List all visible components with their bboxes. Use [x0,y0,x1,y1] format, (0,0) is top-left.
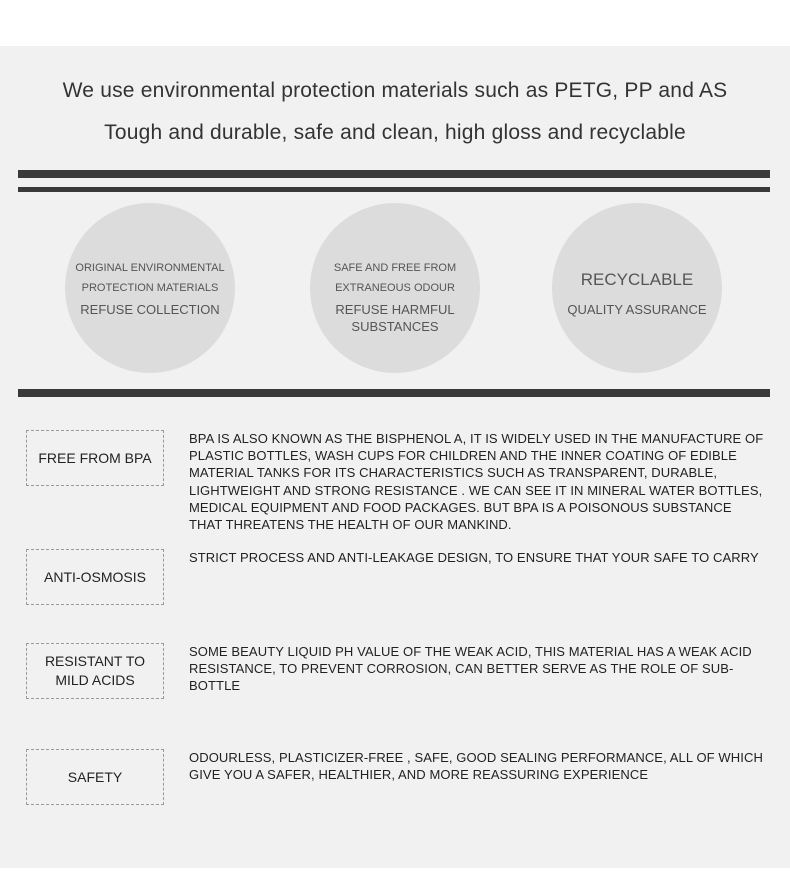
circle-text: REFUSE HARMFUL [335,302,455,317]
circle-text: EXTRANEOUS ODOUR [335,282,455,294]
divider-bar-top [18,170,770,178]
feature-label-safety [26,749,164,805]
feature-label-text: FREE FROM BPA [38,449,152,466]
feature-description-acid-resistant: SOME BEAUTY LIQUID PH VALUE OF THE WEAK ACID, THIS MATERIAL HAS A WEAK ACID RESISTANCE, TO PREVENT CORROSION, CAN BETTER SERVE AS THE ROLE OF SUB-BOTTLE [189,644,752,694]
circle-text: SAFE AND FREE FROM [333,262,457,274]
feature-label-anti-osmosis [26,549,164,605]
feature-label-text: ANTI-OSMOSIS [44,568,146,585]
feature-label-acid-resistant [26,643,164,699]
circle-title: RECYCLABLE [580,270,694,289]
circle-text: PROTECTION MATERIALS [81,282,219,294]
feature-description-bpa-free: BPA IS ALSO KNOWN AS THE BISPHENOL A, IT IS WIDELY USED IN THE MANUFACTURE OF PLASTIC BOTTLES, WASH CUPS FOR CHILDREN AND THE INNER COATING OF EDIBLE MATERIAL TANKS FOR ITS CHARACTERISTICS SUCH AS TRANSPARENT, DURABLE, LIGHTWEIGHT AND STRONG RESISTANCE . WE CAN SEE IT IN MINERAL WATER BOTTLES, MEDICAL EQUIPMENT AND FOOD PACKAGES. BUT BPA IS A POISONOUS SUBSTANCE THAT THREATENS THE HEALTH OF OUR MANKIND. [189,431,764,533]
headline-properties: Tough and durable, safe and clean, high gloss and recyclable [104,121,686,144]
feature-description-anti-osmosis: STRICT PROCESS AND ANTI-LEAKAGE DESIGN, TO ENSURE THAT YOUR SAFE TO CARRY [189,550,759,565]
feature-description-safety: ODOURLESS, PLASTICIZER-FREE , SAFE, GOOD SEALING PERFORMANCE, ALL OF WHICH GIVE YOU A SAFER, HEALTHIER, AND MORE REASSURING EXPERIENCE [189,750,763,783]
circle-text: ORIGINAL ENVIRONMENTAL [75,262,225,274]
divider-bar-bottom [18,389,770,397]
circle-text: REFUSE COLLECTION [80,302,220,317]
circle-text: SUBSTANCES [351,319,439,334]
product-info-panel [0,46,790,868]
divider-bar-thin [18,187,770,192]
headline-materials: We use environmental protection materials such as PETG, PP and AS [62,79,728,102]
feature-circle-environmental [65,203,235,373]
feature-circle-recyclable [552,203,722,373]
feature-label-text: MILD ACIDS [55,672,135,688]
feature-circle-safe [310,203,480,373]
circle-text: QUALITY ASSURANCE [567,302,707,317]
feature-label-text: RESISTANT TO [44,653,146,669]
feature-label-text: SAFETY [67,768,123,785]
feature-label-bpa-free [26,430,164,486]
